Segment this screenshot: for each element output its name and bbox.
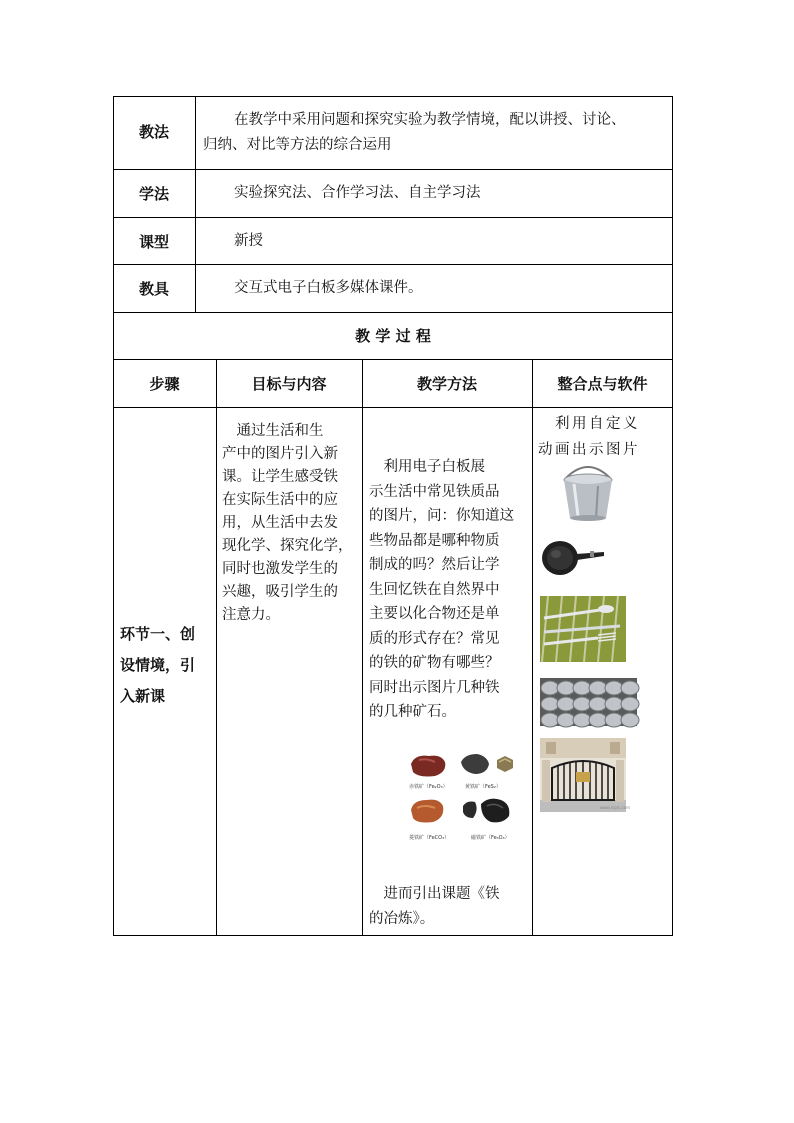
goal-line: 用，从生活中去发 [222, 515, 338, 531]
header-goal: 目标与内容 [251, 375, 327, 393]
row-label-jiaoju: 教具 [138, 280, 169, 298]
header-step: 步骤 [149, 375, 180, 393]
goal-line: 同时也激发学生的 [222, 561, 338, 577]
method-content [369, 455, 529, 725]
method-line: 利用电子白板展 [369, 459, 485, 475]
method-end [369, 882, 529, 931]
row-text-xuefa: 实验探究法、合作学习法、自主学习法 [234, 185, 481, 201]
method-line: 示生活中常见铁质品 [369, 483, 500, 500]
method-line: 的几种矿石。 [369, 704, 456, 720]
ore-caption: 赤铁矿（Fe₂O₃） [409, 784, 448, 790]
row-label-kexing: 课型 [138, 233, 169, 251]
goal-content [222, 420, 358, 627]
goal-line: 产中的图片引入新 [222, 446, 338, 462]
method-line: 同时出示图片几种铁 [369, 679, 500, 696]
method-line: 制成的吗？然后让学 [369, 557, 500, 573]
goal-line: 通过生活和生 [222, 423, 324, 439]
software-content [538, 411, 668, 463]
row-text-kexing: 新授 [234, 233, 263, 249]
row-label-jiaofa: 教法 [138, 123, 169, 141]
ore-minerals-image [405, 748, 525, 848]
header-software: 整合点与软件 [557, 375, 648, 393]
ore-caption: 黄铁矿（FeS₂） [465, 784, 501, 790]
step-name [120, 619, 214, 712]
step-name-line: 设情境，引 [120, 656, 196, 674]
goal-line: 注意力。 [222, 607, 280, 623]
method-line: 的铁的矿物有哪些？ [369, 655, 500, 671]
image-watermark: www.nipic.com [600, 805, 631, 810]
software-line: 利用自定义 [538, 416, 640, 432]
goal-line: 在实际生活中的应 [222, 492, 338, 508]
ore-caption: 磁铁矿（Fe₃O₄） [471, 835, 510, 841]
ore-caption: 菱铁矿（FeCO₃） [409, 835, 450, 841]
software-line: 动画出示图片 [538, 442, 640, 458]
iron-coils-image [540, 678, 637, 726]
frying-pan-image [540, 534, 606, 578]
step-name-line: 环节一、创 [120, 625, 196, 643]
process-title: 教 学 过 程 [355, 327, 431, 345]
goal-line: 现化学、探究化学， [222, 538, 353, 554]
method-end-line: 进而引出课题《铁 [369, 886, 500, 902]
goal-line: 课。让学生感受铁 [222, 469, 338, 485]
method-line: 些物品都是哪种物质 [369, 532, 500, 549]
method-line: 主要以化合物还是单 [369, 606, 500, 622]
step-name-line: 入新课 [120, 687, 166, 705]
method-line: 的图片，问：你知道这 [369, 508, 514, 524]
cutlery-image [540, 596, 626, 662]
hematite-ore-icon [411, 756, 445, 777]
method-line: 生回忆铁在自然界中 [369, 581, 500, 598]
siderite-ore-icon [411, 800, 443, 823]
goal-line: 兴趣，吸引学生的 [222, 584, 338, 600]
row-label-xuefa: 学法 [138, 185, 169, 203]
method-end-line: 的冶炼》。 [369, 910, 435, 927]
row-text-jiaofa-1: 在教学中采用问题和探究实验为教学情境，配以讲授、讨论、 [234, 112, 626, 128]
row-text-jiaofa-2: 归纳、对比等方法的综合运用 [203, 137, 392, 153]
header-method: 教学方法 [416, 375, 477, 393]
row-text-jiaoju: 交互式电子白板多媒体课件。 [234, 280, 423, 296]
method-line: 质的形式存在？常见 [369, 630, 500, 647]
iron-bucket-image [560, 462, 616, 524]
iron-gate-image [540, 738, 631, 812]
